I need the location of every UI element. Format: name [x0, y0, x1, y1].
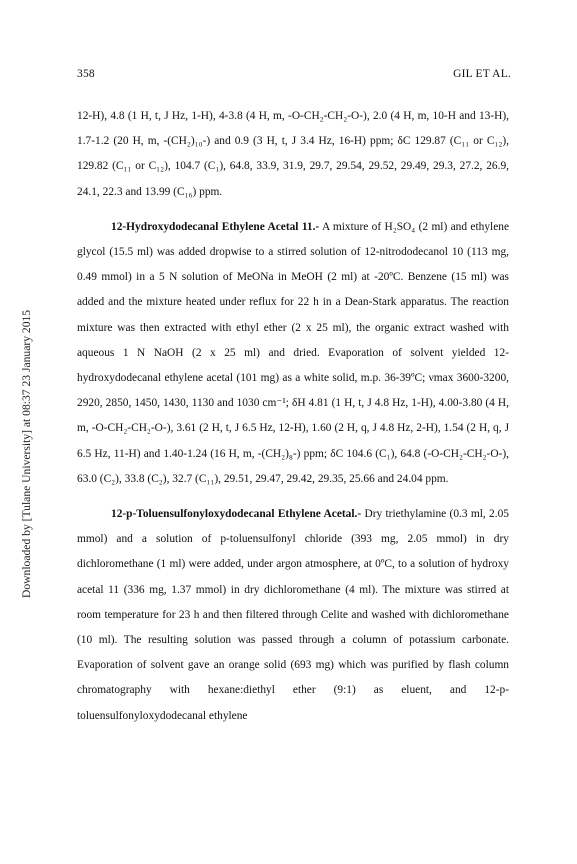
running-head: GIL ET AL. [453, 68, 511, 80]
section-hydroxy-acetal [77, 215, 509, 492]
paragraph-continued: 12-H), 4.8 (1 H, t, J Hz, 1-H), 4-3.8 (4 H, m, -O-CH₂-CH₂-O-), 2.0 (4 H, m, 10-H and 13-H), 1.7-1.2 (20 H, m, -(CH₂)₁₀-) and 0.9 (3 H, t, J 3.4 Hz, 16-H) ppm; δC 129.87 (C₁₁ or C₁₂), 129.82 (C₁₁ or C₁₂), 104.7 (C₁), 64.8, 33.9, 31.9, 29.7, 29.54, 29.52, 29.49, 29.3, 27.2, 26.9, 24.1, 22.3 and 13.99 (C₁₆) ppm. [77, 110, 509, 198]
page-number: 358 [77, 68, 95, 80]
section-body: A mixture of H₂SO₄ (2 ml) and ethylene glycol (15.5 ml) was added dropwise to a stirred solution of 12-nitrododecanol 10 (113 mg, 0.49 mmol) in a 5 N solution of MeONa in MeOH (2 ml) at -20ºC. Benzene (15 ml) was added and the mixture heated under reflux for 22 h in a Dean-Stark apparatus. The reaction mixture was then extracted with ethyl ether (2 x 25 ml), the organic extract washed with aqueous 1 N NaOH (2 x 25 ml) and dried. Evaporation of solvent yielded 12-hydroxydodecanal ethylene acetal (101 mg) as a white solid, m.p. 36-39ºC; νmax 3600-3200, 2920, 2850, 1450, 1430, 1130 and 1030 cm⁻¹; δH 4.81 (1 H, t, J 4.8 Hz, 1-H), 4.00-3.80 (4 H, m, -O-CH₂-CH₂-O-), 3.61 (2 H, t, J 6.5 Hz, 12-H), 1.60 (2 H, q, J 4.8 Hz, 2-H), 1.54 (2 H, q, J 6.5 Hz, 11-H) and 1.40-1.24 (16 H, m, -(CH₂)₈-) ppm; δC 104.6 (C₁), 64.8 (-O-CH₂-CH₂-O-), 63.0 (C₂), 33.8 (C₂), 32.7 (C₁₁), 29.51, 29.47, 29.42, 29.35, 25.66 and 24.04 ppm. [77, 220, 509, 485]
section-body: Dry triethylamine (0.3 ml, 2.05 mmol) and a solution of p-toluensulfonyl chloride (393 mg, 2.05 mmol) in dry dichloromethane (1 ml) were added, under argon atmosphere, at 0ºC, to a solution of hydroxy acetal 11 (336 mg, 1.37 mmol) in dry dichloromethane (4 ml). The mixture was stirred at room temperature for 23 h and then filtered through Celite and washed with dichloromethane (10 ml). The resulting solution was passed through a column of potassium carbonate. Evaporation of solvent gave an orange solid (693 mg) which was purified by flash column chromatography with hexane:diethyl ether (9:1) as eluent, and 12-p-toluensulfonyloxydodecanal ethylene [77, 508, 509, 722]
page-header [77, 68, 511, 84]
section-tosyl-acetal [77, 502, 509, 729]
body-text [77, 104, 509, 729]
section-heading: 12-Hydroxydodecanal Ethylene Acetal 11.- [111, 220, 320, 233]
section-heading: 12-p-Toluensulfonyloxydodecanal Ethylene Acetal.- [111, 508, 362, 521]
download-watermark: Downloaded by [Tulane University] at 08:37 23 January 2015 [20, 309, 33, 598]
